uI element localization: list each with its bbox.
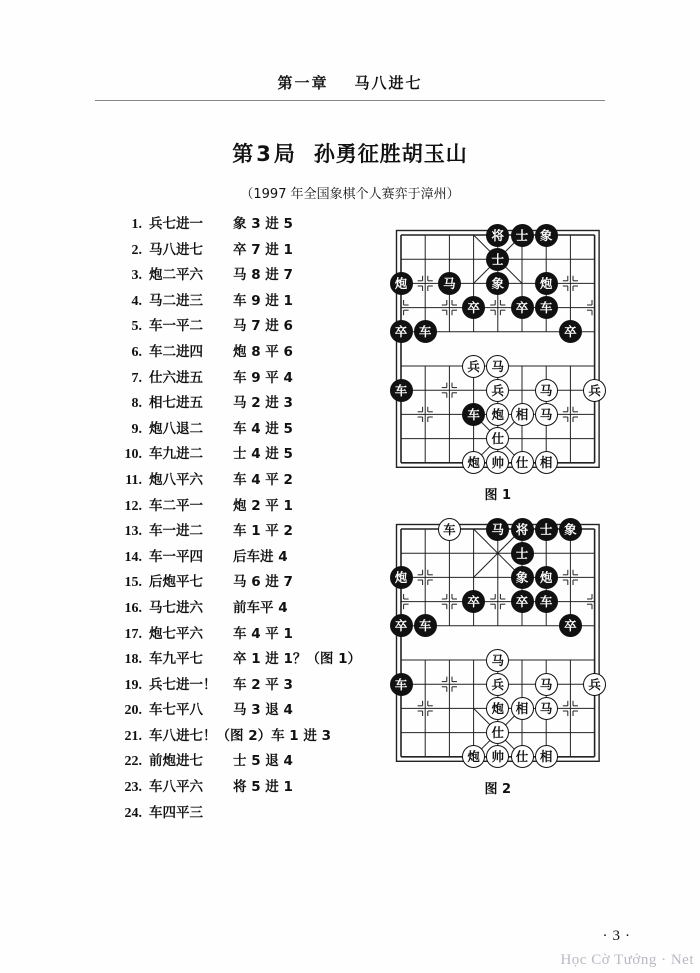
move-black: 车 4 平 2: [233, 471, 293, 488]
piece-red: 炮: [462, 451, 485, 474]
piece-red: 兵: [583, 673, 606, 696]
piece-red: 相: [535, 451, 558, 474]
move-red: 车一平四: [149, 548, 203, 565]
move-row: [108, 468, 373, 494]
move-black: 车 9 平 4: [233, 369, 293, 386]
piece-red: 马: [535, 697, 558, 720]
move-red: 炮八退二: [149, 420, 203, 437]
move-row: [108, 596, 373, 622]
piece-black: 士: [511, 542, 534, 565]
move-number: 15.: [124, 575, 142, 591]
move-number: 18.: [124, 652, 142, 668]
piece-red: 炮: [486, 697, 509, 720]
move-row: [108, 647, 373, 673]
piece-red: 相: [511, 697, 534, 720]
move-red: 车一进二: [149, 523, 203, 540]
folio-dot-right: ·: [625, 928, 630, 944]
move-number: 8.: [131, 396, 142, 412]
move-number: 3.: [131, 268, 142, 284]
piece-red: 马: [486, 649, 509, 672]
piece-black: 车: [414, 320, 437, 343]
piece-red: 马: [535, 403, 558, 426]
move-row: [108, 212, 373, 238]
piece-red: 帅: [486, 745, 509, 768]
figure-2-label: 图 2: [484, 781, 512, 797]
move-black: 车 1 平 2: [233, 523, 293, 540]
piece-red: 车: [438, 518, 461, 541]
piece-black: 炮: [535, 566, 558, 589]
piece-black: 炮: [390, 566, 413, 589]
move-number: 17.: [124, 626, 142, 642]
move-red: 马二进三: [149, 292, 203, 309]
move-black: 卒 7 进 1: [233, 241, 293, 258]
move-black: 将 5 进 1: [233, 779, 293, 796]
folio-number: 3: [612, 928, 620, 944]
move-red: 后炮平七: [149, 574, 203, 591]
piece-red: 仕: [511, 745, 534, 768]
piece-black: 卒: [462, 296, 485, 319]
running-head-chapter: 第一章: [277, 74, 329, 92]
piece-black: 士: [535, 518, 558, 541]
move-black: 车 4 平 1: [233, 625, 293, 642]
move-row: [108, 801, 373, 827]
piece-black: 卒: [511, 590, 534, 613]
move-number: 16.: [124, 600, 142, 616]
move-black: 炮 2 平 1: [233, 497, 293, 514]
move-red: 马八进七: [149, 241, 203, 258]
move-red: 炮八平六: [149, 471, 203, 488]
piece-red: 仕: [486, 427, 509, 450]
move-red: 炮七平六: [149, 625, 203, 642]
move-number: 9.: [131, 421, 142, 437]
piece-black: 卒: [390, 320, 413, 343]
move-row: [108, 263, 373, 289]
move-row: [108, 570, 373, 596]
piece-red: 相: [535, 745, 558, 768]
move-row: [108, 494, 373, 520]
title-prefix: 第: [232, 142, 255, 166]
move-black: 卒 1 进 1？（图 1）: [233, 651, 361, 668]
board-2: [388, 516, 608, 770]
move-black: 后车进 4: [233, 548, 288, 565]
piece-red: 炮: [486, 403, 509, 426]
move-number: 10.: [124, 447, 142, 463]
move-black: 马 8 进 7: [233, 267, 293, 284]
move-number: 23.: [124, 780, 142, 796]
move-number: 7.: [131, 370, 142, 386]
move-red: 车九平七: [149, 651, 203, 668]
piece-black: 将: [486, 224, 509, 247]
piece-black: 象: [511, 566, 534, 589]
piece-black: 炮: [390, 272, 413, 295]
piece-red: 马: [535, 379, 558, 402]
piece-black: 卒: [462, 590, 485, 613]
move-red: 车九进二: [149, 446, 203, 463]
move-red: 车一平二: [149, 318, 203, 335]
move-number: 11.: [125, 472, 142, 488]
move-number: 13.: [124, 524, 142, 540]
move-black: 象 3 进 5: [233, 216, 293, 232]
move-row: [108, 698, 373, 724]
diagram-2: [388, 516, 608, 797]
move-black: 马 6 进 7: [233, 574, 293, 591]
move-row: [108, 545, 373, 571]
move-row: [108, 442, 373, 468]
piece-black: 车: [390, 379, 413, 402]
piece-black: 卒: [559, 614, 582, 637]
piece-black: 车: [535, 296, 558, 319]
title-number: 3: [256, 142, 272, 166]
move-row: [108, 622, 373, 648]
piece-red: 兵: [486, 379, 509, 402]
piece-black: 卒: [559, 320, 582, 343]
move-red: 车四平三: [149, 804, 203, 821]
folio-dot-left: ·: [602, 928, 608, 944]
piece-black: 士: [486, 248, 509, 271]
move-red: 前炮进七: [149, 753, 203, 770]
piece-black: 士: [511, 224, 534, 247]
move-red: 车七平八: [149, 702, 203, 719]
figure-1-label: 图 1: [484, 487, 512, 503]
piece-black: 车: [535, 590, 558, 613]
move-row: [108, 724, 373, 750]
move-number: 1.: [131, 217, 142, 232]
running-head-topic: 马八进七: [354, 74, 423, 92]
piece-red: 兵: [462, 355, 485, 378]
move-red: 车二平一: [149, 497, 203, 514]
move-black: 马 3 退 4: [233, 702, 293, 719]
move-black: 车 4 进 5: [233, 420, 293, 437]
move-red: 仕六进五: [149, 369, 203, 386]
move-black: 炮 8 平 6: [233, 343, 293, 360]
move-row: [108, 340, 373, 366]
move-row: [108, 775, 373, 801]
diagram-1: [388, 222, 608, 503]
move-row: [108, 238, 373, 264]
title-suffix: 局: [273, 142, 296, 166]
piece-red: 炮: [462, 745, 485, 768]
move-row: [108, 519, 373, 545]
move-row: [108, 749, 373, 775]
piece-black: 马: [486, 518, 509, 541]
move-red: 车八进七！（图 2）: [149, 727, 272, 744]
move-number: 20.: [124, 703, 142, 719]
move-black: 车 9 进 1: [233, 292, 293, 309]
piece-black: 车: [390, 673, 413, 696]
move-row: [108, 391, 373, 417]
piece-black: 卒: [390, 614, 413, 637]
piece-black: 象: [535, 224, 558, 247]
piece-red: 相: [511, 403, 534, 426]
piece-red: 马: [486, 355, 509, 378]
move-number: 22.: [124, 754, 142, 770]
watermark: Học Cờ Tướng · Net: [560, 952, 694, 968]
piece-black: 车: [462, 403, 485, 426]
running-head-rule: [95, 100, 605, 101]
move-black: 前车平 4: [233, 599, 288, 616]
move-red: 炮二平六: [149, 267, 203, 284]
piece-red: 仕: [511, 451, 534, 474]
piece-red: 兵: [583, 379, 606, 402]
page-title: [0, 138, 700, 168]
move-red: 兵七进一: [149, 216, 203, 232]
piece-black: 车: [414, 614, 437, 637]
piece-red: 仕: [486, 721, 509, 744]
piece-black: 象: [559, 518, 582, 541]
move-list: [108, 212, 373, 826]
piece-red: 兵: [486, 673, 509, 696]
piece-black: 象: [486, 272, 509, 295]
move-black: 车 2 平 3: [233, 676, 293, 693]
piece-black: 炮: [535, 272, 558, 295]
move-number: 2.: [131, 242, 142, 258]
move-row: [108, 314, 373, 340]
page-number: [603, 928, 631, 945]
piece-red: 帅: [486, 451, 509, 474]
move-number: 19.: [124, 677, 142, 693]
move-number: 12.: [124, 498, 142, 514]
move-row: [108, 417, 373, 443]
piece-black: 将: [511, 518, 534, 541]
subtitle: （1997 年全国象棋个人赛弈于漳州）: [240, 187, 460, 202]
piece-black: 卒: [511, 296, 534, 319]
move-red: 相七进五: [149, 395, 203, 412]
move-black: 马 7 进 6: [233, 318, 293, 335]
board-1: [388, 222, 608, 476]
move-number: 24.: [124, 805, 142, 821]
move-black: 车 1 进 3: [271, 727, 331, 744]
move-row: [108, 289, 373, 315]
move-red: 车二进四: [149, 343, 203, 360]
move-black: 马 2 进 3: [233, 395, 293, 412]
piece-red: 马: [535, 673, 558, 696]
move-black: 士 5 退 4: [233, 753, 293, 770]
move-red: 车八平六: [149, 779, 203, 796]
move-red: 兵七进一！: [149, 676, 217, 693]
move-red: 马七进六: [149, 599, 203, 616]
running-head: [95, 72, 605, 93]
move-number: 5.: [131, 319, 142, 335]
move-number: 6.: [131, 344, 142, 360]
move-black: 士 4 进 5: [233, 446, 293, 463]
move-number: 14.: [124, 549, 142, 565]
piece-black: 马: [438, 272, 461, 295]
move-row: [108, 366, 373, 392]
move-number: 21.: [124, 728, 142, 744]
move-row: [108, 673, 373, 699]
title-players: 孙勇征胜胡玉山: [313, 142, 468, 166]
move-number: 4.: [131, 293, 142, 309]
